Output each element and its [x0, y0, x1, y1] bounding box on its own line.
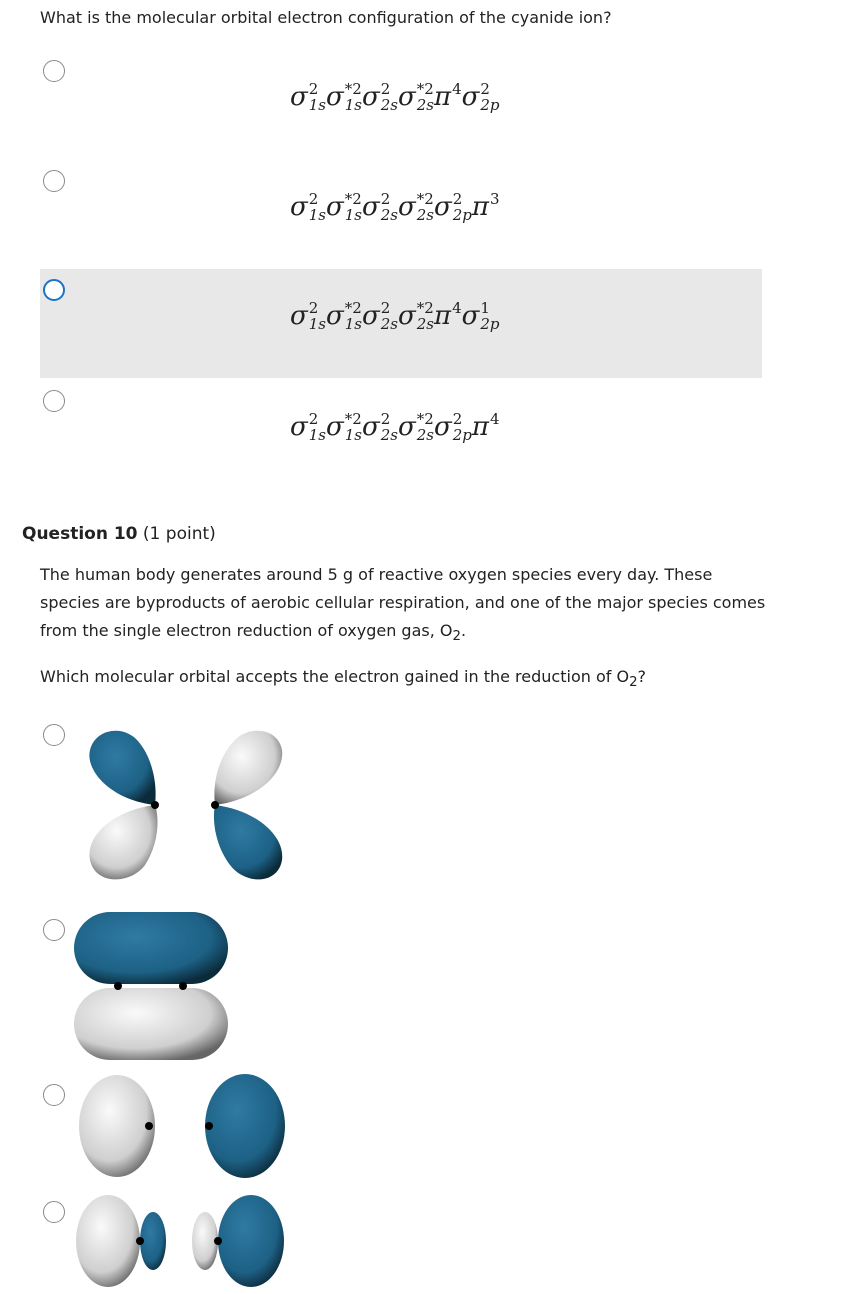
orbital-subscript: 1s	[344, 206, 362, 224]
paragraph-text: The human body generates around 5 g of reactive oxygen species every day. These species are byproducts of aerobic cellular respiration, and one of the major species comes from the single electron reduction of oxygen gas, O	[40, 565, 766, 640]
orbital-subscript: 2s	[416, 206, 434, 224]
nucleus	[145, 1122, 153, 1130]
orbital-subscript: 2s	[416, 315, 434, 333]
occupancy: 2	[380, 299, 391, 317]
orbital-symbol: σ	[398, 301, 416, 331]
sigma-bonding-orbital[interactable]	[79, 1074, 285, 1178]
lobe-gray	[214, 731, 282, 805]
occupancy: 2	[308, 299, 319, 317]
orbital-symbol: σ	[461, 301, 480, 331]
orbital-symbol: σ	[362, 412, 380, 442]
orbital-symbol: σ	[290, 82, 308, 112]
orbital-subscript: 2p	[452, 426, 472, 444]
prompt-end: ?	[637, 667, 647, 686]
occupancy: 4	[452, 80, 462, 98]
lobe-blue	[205, 1074, 285, 1178]
nucleus	[179, 982, 187, 990]
lobe-gray	[89, 805, 157, 879]
orbital-subscript: 2s	[380, 96, 398, 114]
prompt-text: Which molecular orbital accepts the electron gained in the reduction of O	[40, 667, 630, 686]
orbital-subscript: 1s	[308, 315, 326, 333]
occupancy: *2	[344, 190, 362, 208]
occupancy: 2	[452, 410, 463, 428]
occupancy: *2	[344, 299, 362, 317]
lobe-blue	[89, 731, 155, 805]
occupancy: 2	[380, 190, 391, 208]
orbital-subscript: 2s	[380, 315, 398, 333]
occupancy: 2	[308, 190, 319, 208]
occupancy: *2	[416, 190, 434, 208]
orbital-subscript: 1s	[308, 426, 326, 444]
orbital-subscript: 2s	[416, 96, 434, 114]
question-9-text: What is the molecular orbital electron configuration of the cyanide ion?	[40, 8, 612, 27]
orbital-symbol: σ	[362, 301, 380, 331]
occupancy: 4	[490, 410, 500, 428]
nucleus	[114, 982, 122, 990]
nucleus	[136, 1237, 144, 1245]
orbital-symbol: σ	[290, 301, 308, 331]
orbital-subscript: 1s	[344, 96, 362, 114]
nucleus	[205, 1122, 213, 1130]
lobe-blue	[74, 912, 228, 984]
orbital-symbol: σ	[362, 82, 380, 112]
occupancy: 2	[480, 80, 490, 98]
orbital-symbol: σ	[290, 412, 308, 442]
orbital-symbol: π	[471, 192, 489, 222]
occupancy: 2	[308, 410, 319, 428]
occupancy: *2	[416, 80, 434, 98]
lobe-gray	[74, 988, 228, 1060]
orbital-symbol: π	[434, 301, 452, 331]
orbital-subscript: 2p	[480, 96, 500, 114]
pi-antibonding-orbital[interactable]	[89, 731, 282, 880]
occupancy: 2	[380, 410, 391, 428]
orbital-symbol: σ	[461, 82, 480, 112]
orbital-subscript: 1s	[308, 206, 326, 224]
occupancy: 4	[452, 299, 462, 317]
subscript: 2	[452, 629, 461, 645]
orbital-symbol: σ	[398, 192, 416, 222]
paragraph-end: .	[460, 621, 467, 640]
occupancy: *2	[416, 410, 434, 428]
sigma-antibonding-orbital[interactable]	[76, 1195, 284, 1287]
occupancy: *2	[416, 299, 434, 317]
orbital-subscript: 2p	[452, 206, 472, 224]
orbital-symbol: σ	[290, 192, 308, 222]
orbital-subscript: 2s	[380, 206, 398, 224]
nucleus	[214, 1237, 222, 1245]
lobe-gray	[76, 1195, 140, 1287]
orbital-symbol: σ	[434, 412, 452, 442]
orbital-symbol: σ	[398, 412, 416, 442]
orbital-subscript: 1s	[344, 315, 362, 333]
orbital-subscript: 2p	[480, 315, 500, 333]
orbital-subscript: 2s	[416, 426, 434, 444]
orbital-symbol: σ	[326, 82, 344, 112]
question-points: (1 point)	[142, 524, 216, 544]
nucleus	[211, 801, 219, 809]
subscript: 2	[629, 675, 638, 691]
occupancy: 2	[380, 80, 391, 98]
lobe-gray	[79, 1075, 155, 1177]
orbital-symbol: σ	[326, 192, 344, 222]
orbital-symbol: σ	[362, 192, 380, 222]
occupancy: 1	[480, 299, 490, 317]
occupancy: 2	[308, 80, 319, 98]
lobe-blue	[214, 805, 282, 879]
occupancy: 3	[490, 190, 500, 208]
nucleus	[151, 801, 159, 809]
pi-bonding-orbital[interactable]	[74, 912, 228, 1060]
lobe-blue	[218, 1195, 284, 1287]
orbital-subscript: 1s	[308, 96, 326, 114]
orbital-symbol: σ	[398, 82, 416, 112]
orbital-subscript: 1s	[344, 426, 362, 444]
orbital-symbol: π	[471, 412, 489, 442]
orbital-subscript: 2s	[380, 426, 398, 444]
orbital-symbol: σ	[326, 301, 344, 331]
question-label: Question 10	[22, 524, 138, 544]
occupancy: 2	[452, 190, 463, 208]
occupancy: *2	[344, 80, 362, 98]
orbital-symbol: π	[434, 82, 452, 112]
orbital-symbol: σ	[434, 192, 452, 222]
orbital-symbol: σ	[326, 412, 344, 442]
occupancy: *2	[344, 410, 362, 428]
